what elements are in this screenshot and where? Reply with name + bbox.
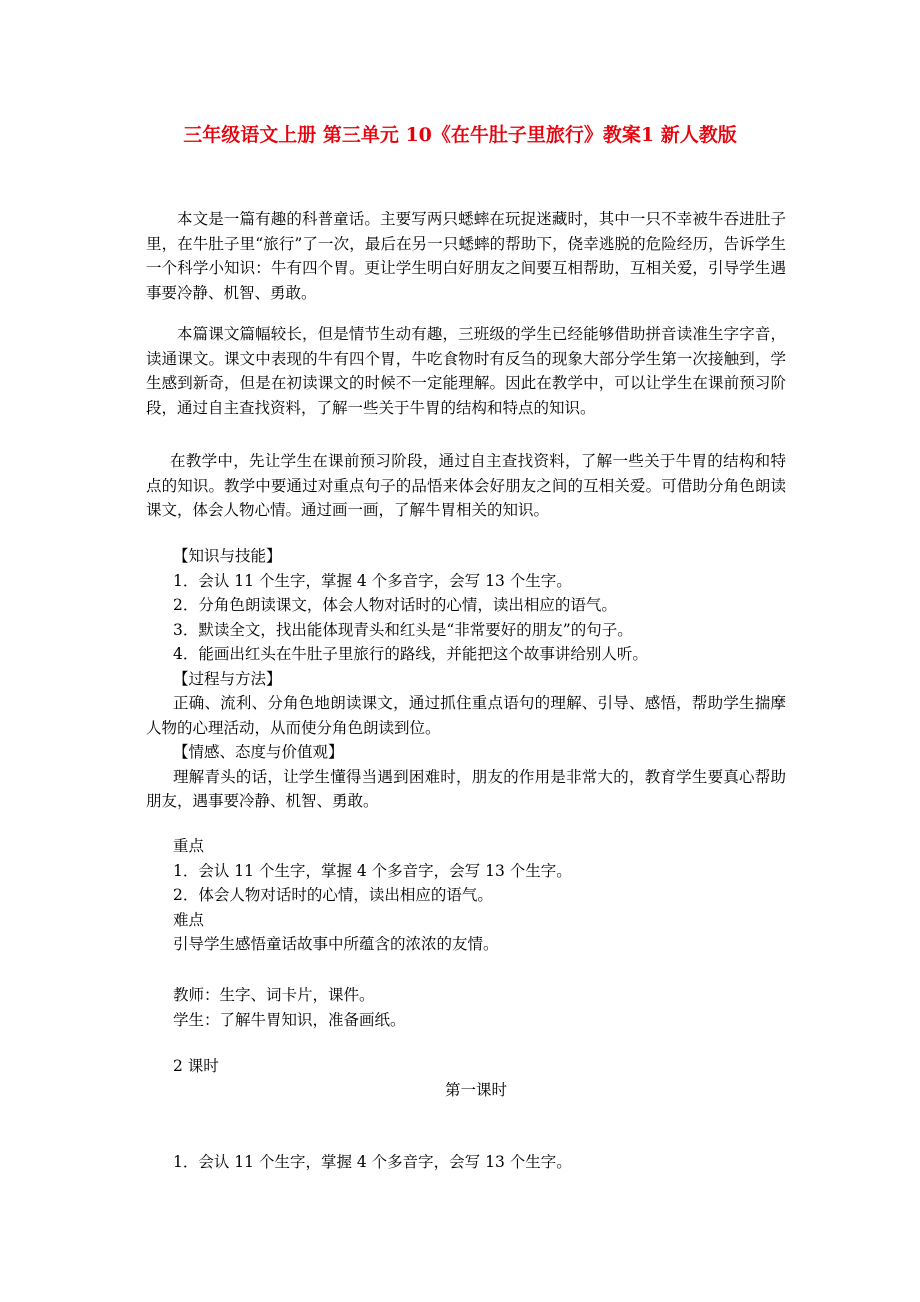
key-item: 1．会认 11 个生字，掌握 4 个多音字，会写 13 个生字。	[173, 861, 572, 880]
intro-section-2	[146, 322, 786, 420]
lesson-heading-wrap	[0, 1078, 920, 1103]
intro-paragraph-1: 本文是一篇有趣的科普童话。主要写两只蟋蟀在玩捉迷藏时，其中一只不幸被牛吞进肚子里，在牛肚子里“旅行”了一次，最后在另一只蟋蟀的帮助下，侥幸逃脱的危险经历，告诉学生一个科学小知识：牛有四个胃。更让学生明白好朋友之间要互相帮助，互相关爱，引导学生遇事要冷静、机智、勇敢。	[146, 210, 786, 302]
focus-section	[146, 834, 786, 957]
lesson-goal-section	[146, 1150, 786, 1175]
knowledge-heading: 【知识与技能】	[173, 547, 282, 565]
intro-paragraph-2: 本篇课文篇幅较长，但是情节生动有趣，三班级的学生已经能够借助拼音读准生字字音，读通课文。课文中表现的牛有四个胃，牛吃食物时有反刍的现象大部分学生第一次接触到，学生感到新奇，但是在初读课文的时候不一定能理解。因此在教学中，可以让学生在课前预习阶段，通过自主查找资料，了解一些关于牛胃的结构和特点的知识。	[146, 325, 786, 417]
knowledge-item: 4．能画出红头在牛肚子里旅行的路线，并能把这个故事讲给别人听。	[173, 645, 648, 663]
duration-section	[146, 1054, 786, 1079]
knowledge-item: 2．分角色朗读课文，体会人物对话时的心情，读出相应的语气。	[173, 596, 617, 614]
key-heading: 重点	[173, 837, 205, 855]
difficulty-heading: 难点	[173, 910, 205, 929]
intro-section-3	[146, 449, 786, 523]
intro-section-1	[146, 207, 786, 305]
process-heading: 【过程与方法】	[173, 669, 282, 688]
process-text: 正确、流利、分角色地朗读课文，通过抓住重点语句的理解、引导、感悟，帮助学生揣摩人物的心理活动，从而使分角色朗读到位。	[146, 694, 786, 737]
key-item: 2．体会人物对话时的心情，读出相应的语气。	[173, 886, 493, 904]
emotion-text: 理解青头的话，让学生懂得当遇到困难时，朋友的作用是非常大的，教育学生要真心帮助朋友，遇事要冷静、机智、勇敢。	[146, 767, 786, 810]
difficulty-text: 引导学生感悟童话故事中所蕴含的浓浓的友情。	[173, 935, 499, 953]
teacher-prep: 教师：生字、词卡片，课件。	[173, 986, 375, 1004]
duration-text: 2 课时	[173, 1057, 219, 1075]
intro-paragraph-3: 在教学中，先让学生在课前预习阶段，通过自主查找资料，了解一些关于牛胃的结构和特点的知识。教学中要通过对重点句子的品悟来体会好朋友之间的互相关爱。可借助分角色朗读课文，体会人物心情。通过画一画，了解牛胃相关的知识。	[146, 452, 786, 519]
lesson-heading: 第一课时	[444, 1081, 507, 1099]
goals-section	[146, 544, 786, 814]
emotion-heading: 【情感、态度与价值观】	[173, 743, 344, 761]
knowledge-item: 1．会认 11 个生字，掌握 4 个多音字，会写 13 个生字。	[173, 571, 572, 590]
student-prep: 学生：了解牛胃知识，准备画纸。	[173, 1010, 406, 1029]
knowledge-item: 3．默读全文，找出能体现青头和红头是“非常要好的朋友”的句子。	[173, 620, 633, 639]
page-title: 三年级语文上册 第三单元 10《在牛肚子里旅行》教案1 新人教版	[183, 124, 737, 146]
lesson-goal-item: 1．会认 11 个生字，掌握 4 个多音字，会写 13 个生字。	[173, 1153, 572, 1171]
prep-section	[146, 983, 786, 1032]
